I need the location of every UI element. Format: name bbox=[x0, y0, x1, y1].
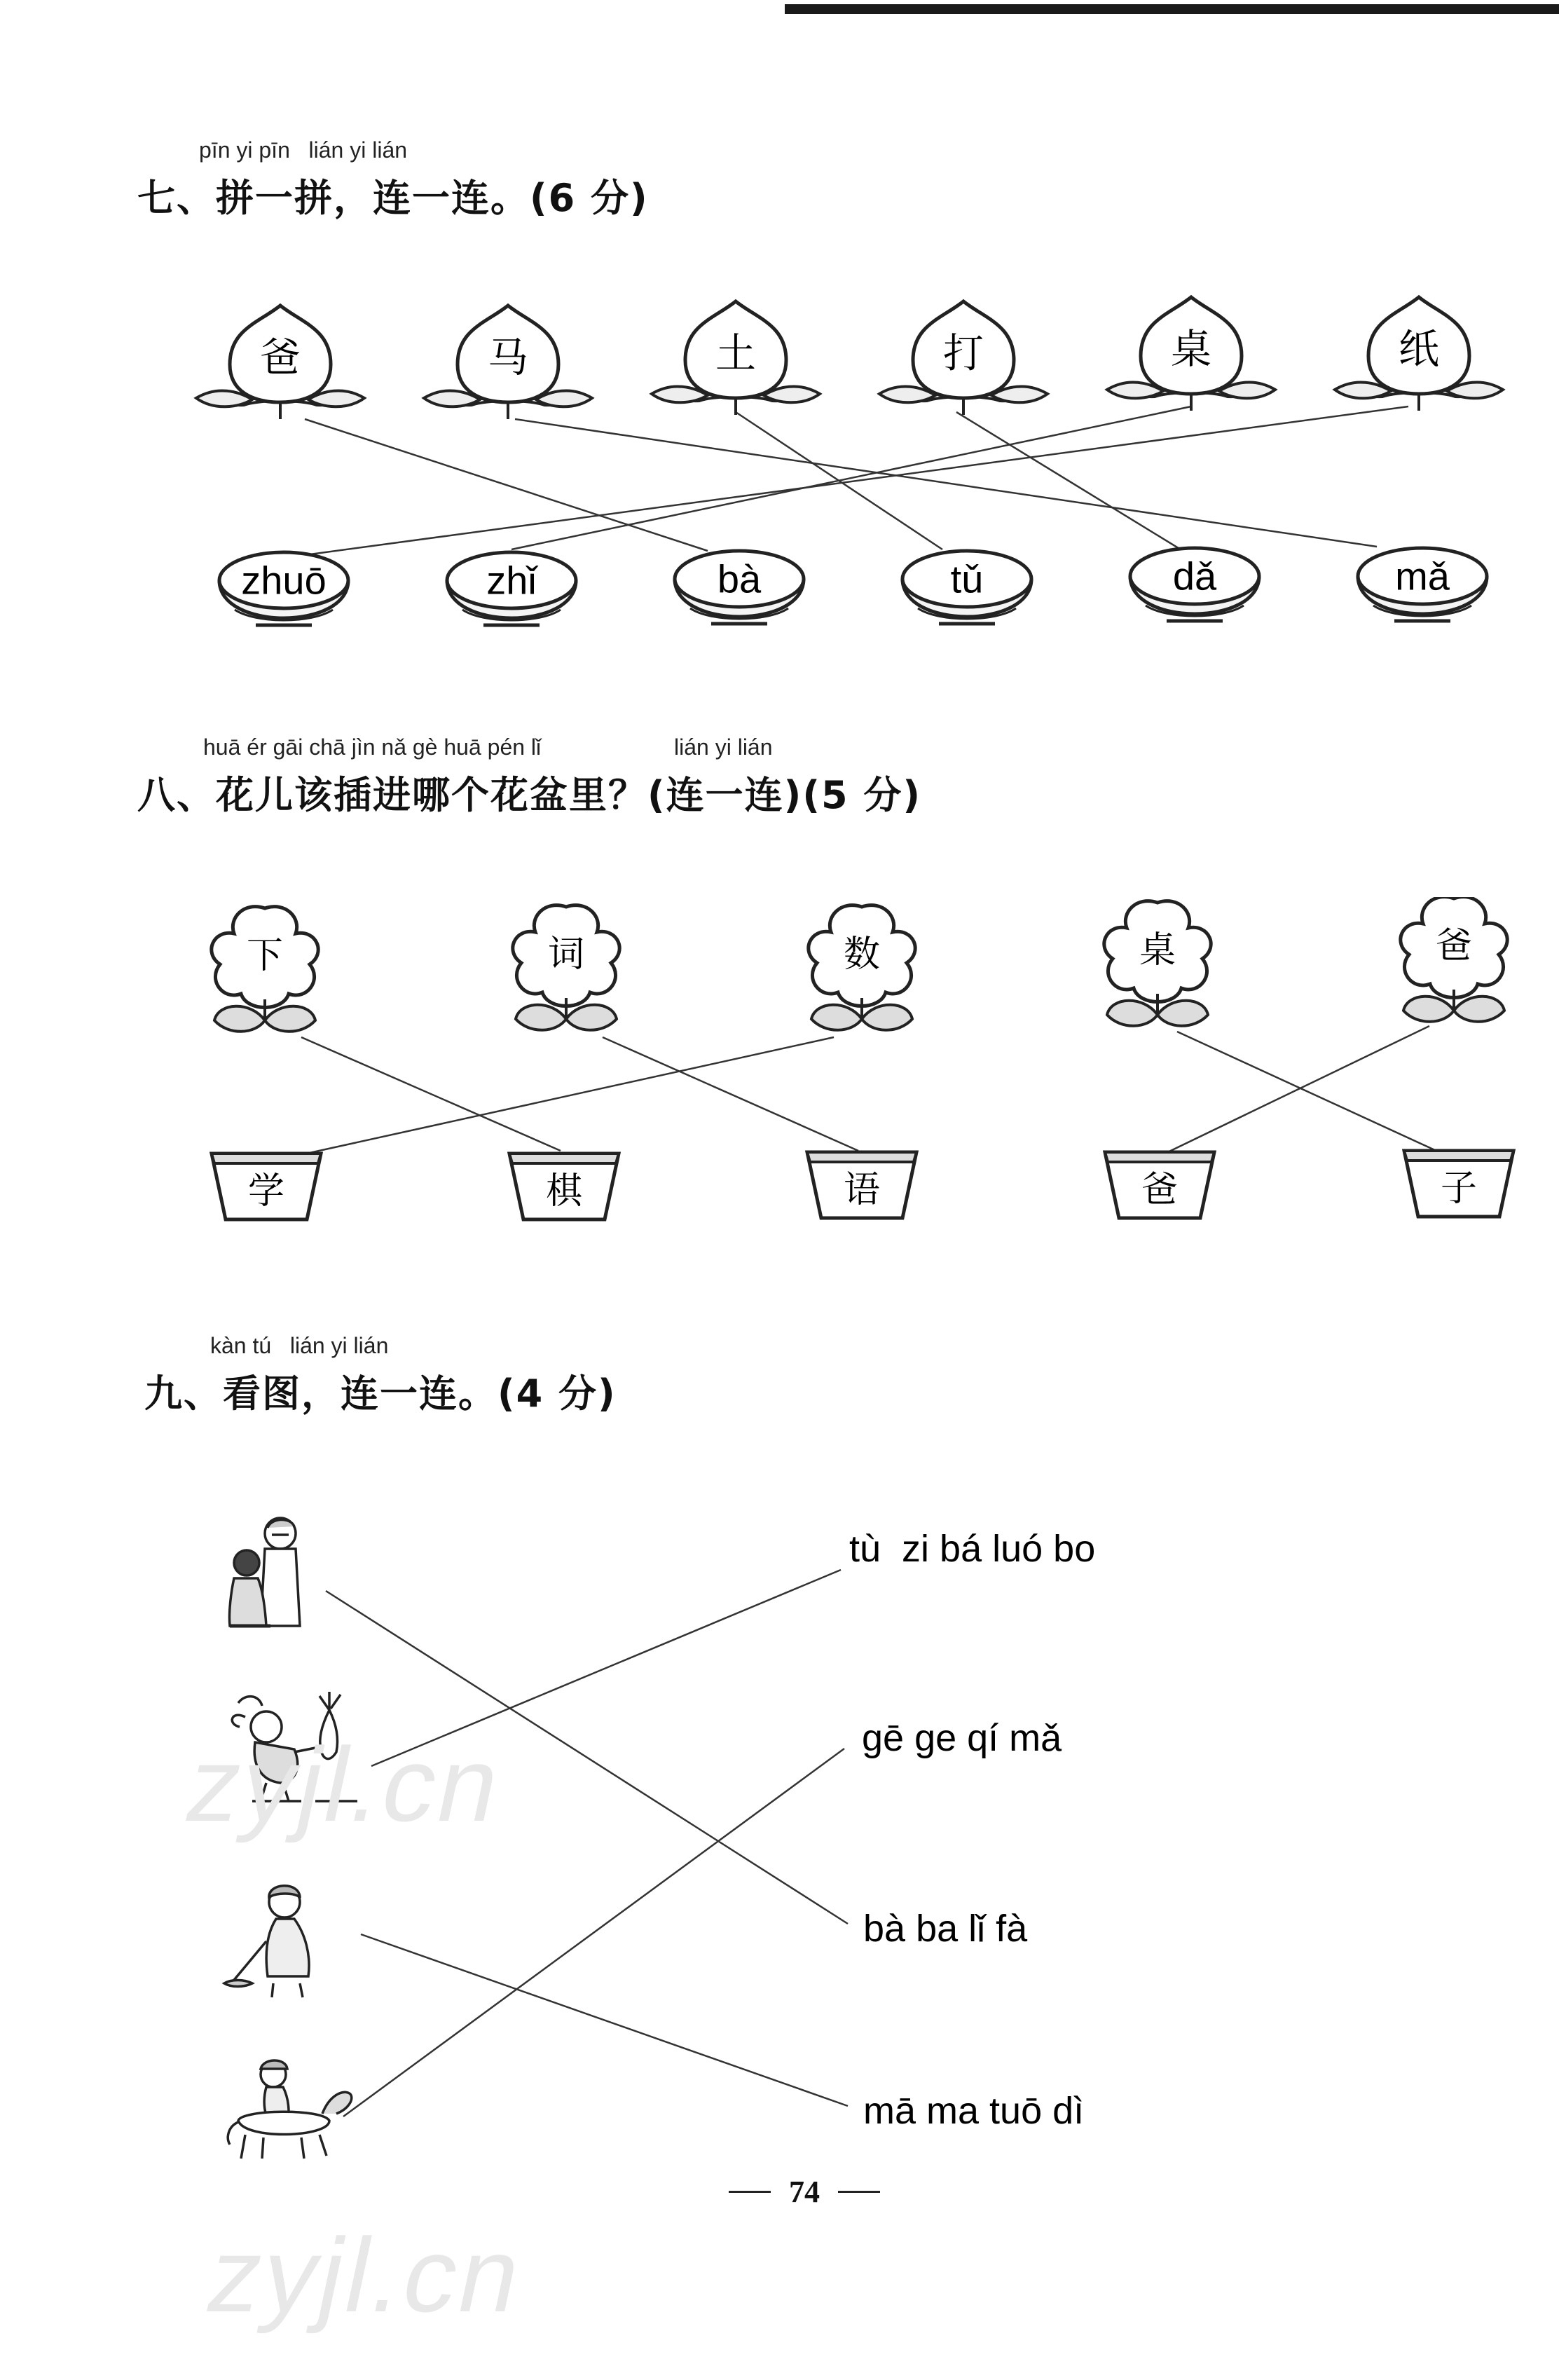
bowl-2 bbox=[447, 552, 576, 625]
pot-1 bbox=[212, 1154, 321, 1219]
bowl-pinyin-6: mǎ bbox=[1395, 554, 1450, 599]
section9-title: 九、看图，连一连。(4 分) bbox=[144, 1372, 617, 1416]
barber-picture-icon bbox=[229, 1518, 300, 1626]
pot-char-5: 子 bbox=[1440, 1168, 1478, 1210]
peach-6 bbox=[1335, 297, 1503, 411]
top-border-line bbox=[785, 4, 1559, 14]
section8-title: 八、花儿该插进哪个花盆里？(连一连)(5 分) bbox=[137, 773, 922, 817]
peach-char-3: 土 bbox=[715, 329, 757, 377]
section8-pinyin: huā ér gāi chā jìn nǎ gè huā pén lǐ bbox=[203, 734, 542, 760]
pot-char-1: 学 bbox=[247, 1170, 285, 1212]
flower-char-5: 爸 bbox=[1435, 925, 1473, 967]
bowl-5 bbox=[1130, 548, 1259, 621]
peach-char-1: 爸 bbox=[259, 334, 301, 381]
watermark-2: zyjl.cn bbox=[198, 2216, 535, 2334]
pot-3 bbox=[807, 1152, 916, 1218]
section8-pinyin-2: lián yi lián bbox=[674, 734, 773, 760]
page-number bbox=[729, 2174, 880, 2210]
peach-4 bbox=[879, 301, 1048, 415]
flower-2 bbox=[513, 905, 619, 1030]
flower-char-2: 词 bbox=[547, 933, 585, 976]
peach-1 bbox=[196, 306, 364, 419]
section7-pinyin: pīn yi pīn lián yi lián bbox=[199, 137, 408, 163]
page-number-text: 74 bbox=[789, 2175, 820, 2209]
flower-4 bbox=[1104, 901, 1211, 1026]
flower-char-1: 下 bbox=[246, 935, 284, 977]
answer-2: gē ge qí mǎ bbox=[862, 1717, 1062, 1759]
flower-char-3: 数 bbox=[843, 933, 881, 976]
bowl-pinyin-4: tǔ bbox=[950, 556, 984, 601]
bowl-pinyin-1: zhuō bbox=[241, 558, 327, 603]
peach-3 bbox=[652, 301, 820, 415]
bowl-pinyin-5: dǎ bbox=[1172, 554, 1217, 599]
peach-char-4: 打 bbox=[942, 329, 984, 377]
pot-char-3: 语 bbox=[843, 1169, 881, 1211]
bowl-4 bbox=[902, 551, 1031, 624]
bowl-6 bbox=[1358, 548, 1487, 621]
bowl-pinyin-2: zhǐ bbox=[486, 558, 537, 603]
watermark-1: zyjl.cn bbox=[177, 1725, 514, 1843]
pot-4 bbox=[1105, 1152, 1214, 1218]
peach-char-5: 桌 bbox=[1170, 325, 1212, 373]
bowl-1 bbox=[219, 552, 348, 625]
bowl-3 bbox=[675, 551, 804, 624]
answer-3: bà ba lǐ fà bbox=[863, 1908, 1028, 1950]
section8-matching bbox=[0, 897, 1559, 1247]
pot-char-2: 棋 bbox=[545, 1170, 583, 1212]
mopping-picture-icon bbox=[224, 1886, 309, 1997]
flower-char-4: 桌 bbox=[1139, 929, 1176, 971]
flower-1 bbox=[212, 907, 318, 1032]
peach-char-2: 马 bbox=[487, 334, 529, 381]
section7-title: 七、拼一拼，连一连。(6 分) bbox=[137, 176, 649, 220]
flower-3 bbox=[809, 905, 915, 1030]
peach-char-6: 纸 bbox=[1398, 325, 1440, 373]
pot-char-4: 爸 bbox=[1141, 1169, 1179, 1211]
section7-matching bbox=[0, 294, 1559, 645]
pot-5 bbox=[1404, 1151, 1513, 1217]
flower-5 bbox=[1401, 897, 1507, 1022]
peach-2 bbox=[424, 306, 592, 419]
answer-4: mā ma tuō dì bbox=[863, 2090, 1085, 2132]
horse-riding-picture-icon bbox=[228, 2060, 351, 2159]
section8-answer-lines bbox=[287, 1026, 1436, 1158]
peach-5 bbox=[1107, 297, 1275, 411]
bowl-pinyin-3: bà bbox=[717, 556, 762, 601]
section9-pinyin: kàn tú lián yi lián bbox=[210, 1333, 389, 1358]
section7-answer-lines bbox=[305, 406, 1408, 555]
answer-1: tù zi bá luó bo bbox=[849, 1528, 1096, 1570]
pot-2 bbox=[509, 1154, 619, 1219]
